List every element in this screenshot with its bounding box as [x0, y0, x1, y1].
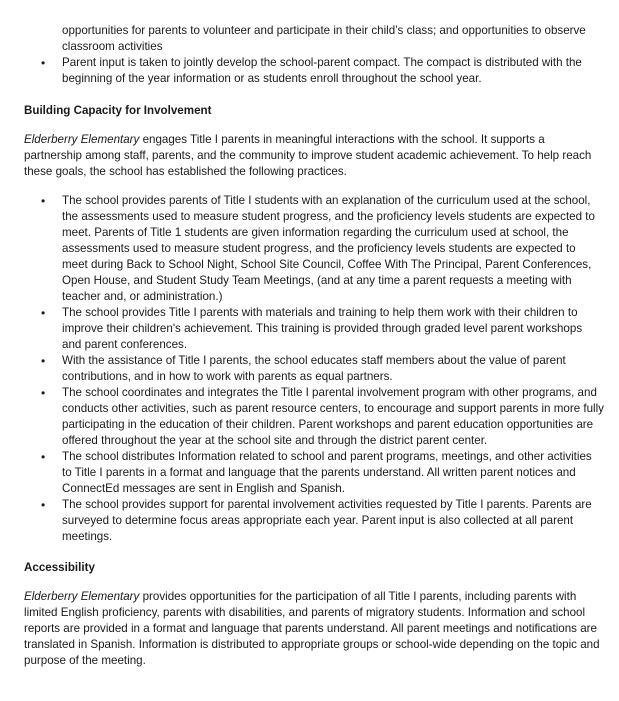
document-page — [24, 0, 604, 669]
intro-text: engages Title I parents in meaningful interactions with the school. It supports a partnership among staff, parents, and the community to improve student academic achievement. To help reach these goals, the school has established the following practices. — [24, 133, 592, 178]
bullet-icon: • — [41, 386, 46, 400]
capacity-bullet-list — [24, 193, 604, 545]
school-name: Elderberry Elementary — [24, 133, 140, 146]
list-item — [24, 305, 604, 353]
bullet-text: The school provides Title I parents with materials and training to help them work with their children to improve their children's achievement. This training is provided through graded level parent workshops and parent conferences. — [62, 306, 583, 351]
continuation-text: opportunities for parents to volunteer and participate in their child’s class; and opportunities to observe classroom activities — [62, 24, 586, 53]
bullet-icon: • — [41, 306, 46, 320]
bullet-text: The school provides support for parental involvement activities requested by Title I parents. Parents are surveyed to determine focus areas appropriate each year. Parent input is also collected at all parent meetings. — [62, 498, 592, 543]
list-item — [24, 385, 604, 449]
bullet-icon: • — [41, 450, 46, 464]
top-bullet-list — [24, 55, 604, 87]
school-name: Elderberry Elementary — [24, 590, 140, 603]
list-item — [24, 55, 604, 87]
capacity-intro-paragraph — [24, 132, 604, 180]
bullet-text: With the assistance of Title I parents, the school educates staff members about the value of parent contributions, and in how to work with parents as equal partners. — [62, 354, 566, 383]
bullet-icon: • — [41, 354, 46, 368]
previous-bullet-continuation — [24, 23, 604, 55]
list-item — [24, 353, 604, 385]
bullet-icon: • — [41, 194, 46, 208]
list-item — [24, 497, 604, 545]
bullet-icon: • — [41, 56, 46, 70]
list-item — [24, 449, 604, 497]
section-heading-capacity: Building Capacity for Involvement — [24, 104, 212, 117]
bullet-icon: • — [41, 498, 46, 512]
bullet-text: The school coordinates and integrates the Title I parental involvement program with other programs, and conducts other activities, such as parent resource centers, to encourage and support parents in more fully participating in the education of their children. Parent workshops and parent education opportunities are offered throughout the year at the school site and through the district parent center. — [62, 386, 604, 447]
bullet-text: The school distributes Information related to school and parent programs, meetings, and other activities to Title I parents in a format and language that the parents understand. All written parent notices and ConnectEd messages are sent in English and Spanish. — [62, 450, 592, 495]
list-item — [24, 193, 604, 305]
section-heading-accessibility: Accessibility — [24, 561, 95, 574]
accessibility-paragraph — [24, 589, 604, 669]
bullet-text: The school provides parents of Title I students with an explanation of the curriculum used at the school, the assessments used to measure student progress, and the proficiency levels students are expected to meet. Parents of Title 1 students are given information regarding the curriculum used at school, the assessments used to measure student progress, and the proficiency levels students are expected to meet during Back to School Night, School Site Council, Coffee With The Principal, Parent Conferences, Open House, and Student Study Team Meetings, (and at any time a parent requests a meeting with teacher and, or administration.) — [62, 194, 595, 303]
bullet-text: Parent input is taken to jointly develop the school-parent compact. The compact is distributed with the beginning of the year information or as students enroll throughout the school year. — [62, 56, 582, 85]
accessibility-text: provides opportunities for the participation of all Title I parents, including parents with limited English proficiency, parents with disabilities, and parents of migratory students. Information and school reports are provided in a format and language that parents understand. All parent meetings and notifications are translated in Spanish. Information is distributed to appropriate groups or school-wide depending on the topic and purpose of the meeting. — [24, 590, 600, 667]
